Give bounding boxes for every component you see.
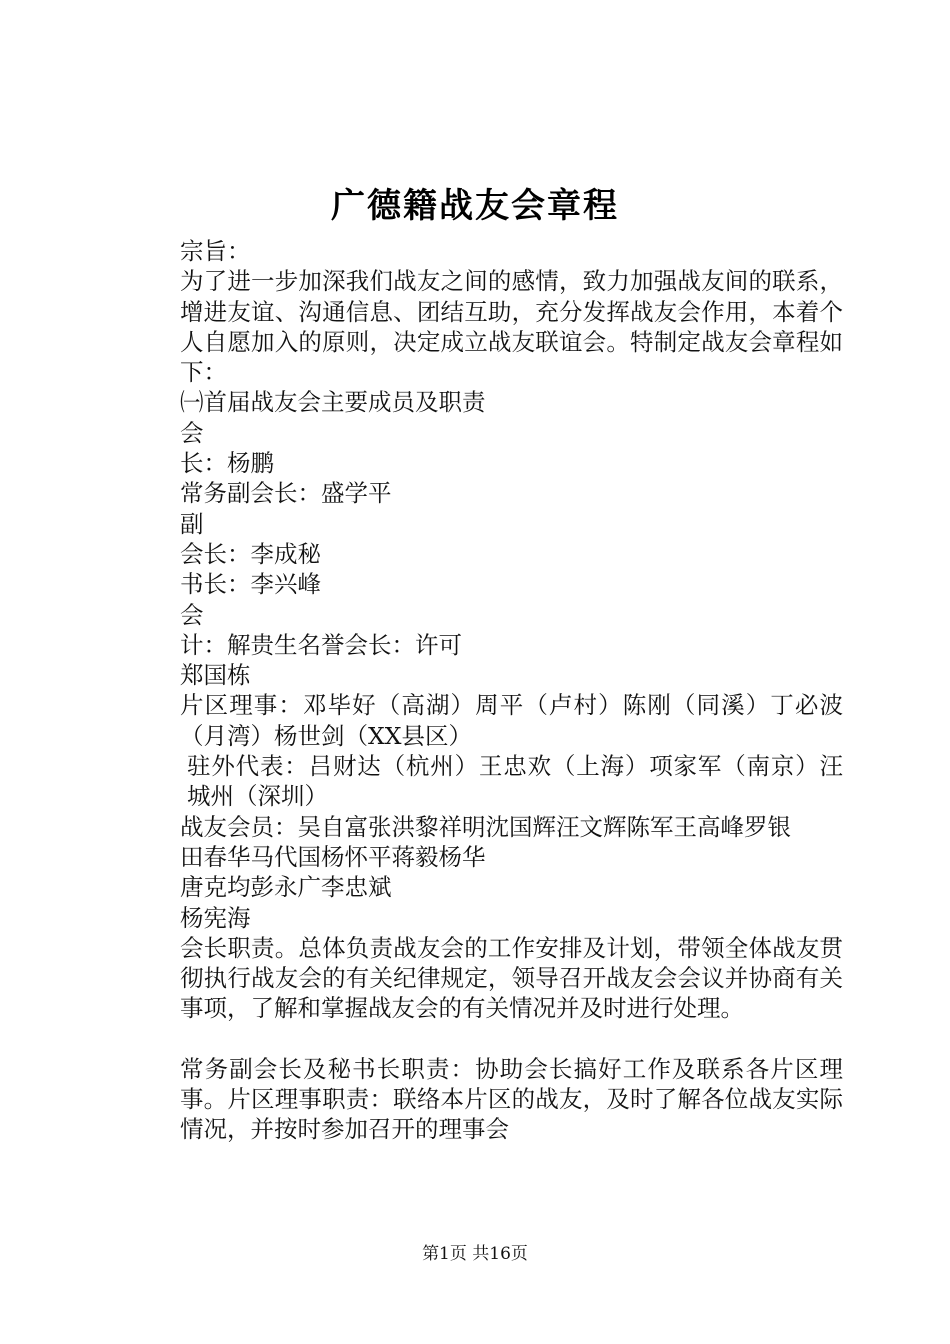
paragraph-line: 书长：李兴峰 xyxy=(180,570,321,599)
paragraph-members-line: 杨宪海 xyxy=(180,903,251,932)
paragraph-line: 郑国栋 xyxy=(180,661,251,690)
paragraph-district-directors: 片区理事：邓毕好（高湖）周平（卢村）陈刚（同溪）丁必波（月湾）杨世剑（XX县区） xyxy=(180,691,843,750)
document-title: 广德籍战友会章程 xyxy=(331,186,619,226)
paragraph-purpose-heading: 宗旨： xyxy=(180,237,251,265)
paragraph-president-duties: 会长职责。总体负责战友会的工作安排及计划，带领全体战友贯彻执行战友会的有关纪律规定，领导召开战友会会议并协商有关事项，了解和掌握战友会的有关情况并及时进行处理。 xyxy=(180,933,843,1023)
paragraph-spacer xyxy=(127,1024,843,1054)
paragraph-line: 会长：李成秘 xyxy=(180,539,321,568)
paragraph-external-representatives: 驻外代表：吕财达（杭州）王忠欢（上海）项家军（南京）汪城州（深圳） xyxy=(187,752,843,811)
paragraph-line: 会 xyxy=(180,600,204,629)
paragraph-purpose-text: 为了进一步加深我们战友之间的感情，致力加强战友间的联系，增进友谊、沟通信息、团结互助，充分发挥战友会作用，本着个人自愿加入的原则，决定成立战友联谊会。特制定战友会章程如下： xyxy=(180,267,843,387)
paragraph-members: 战友会员：吴自富张洪黎祥明沈国辉汪文辉陈军王高峰罗银 xyxy=(180,812,791,841)
page-footer: 第1页 共16页 xyxy=(422,1244,528,1264)
paragraph-line: 常务副会长：盛学平 xyxy=(180,479,392,508)
document-body xyxy=(127,236,843,1145)
paragraph-members-line: 田春华马代国杨怀平蒋毅杨华 xyxy=(180,842,486,871)
paragraph-line: 长：杨鹏 xyxy=(180,449,274,478)
paragraph-line: 计：解贵生名誉会长：许可 xyxy=(180,630,462,659)
paragraph-line: 副 xyxy=(180,509,204,538)
paragraph-section-heading: ㈠首届战友会主要成员及职责 xyxy=(180,388,486,417)
paragraph-line: 会 xyxy=(180,418,204,447)
paragraph-vice-president-duties: 常务副会长及秘书长职责：协助会长搞好工作及联系各片区理事。片区理事职责：联络本片区的战友，及时了解各位战友实际情况，并按时参加召开的理事会 xyxy=(180,1054,843,1144)
paragraph-members-line: 唐克均彭永广李忠斌 xyxy=(180,873,392,902)
